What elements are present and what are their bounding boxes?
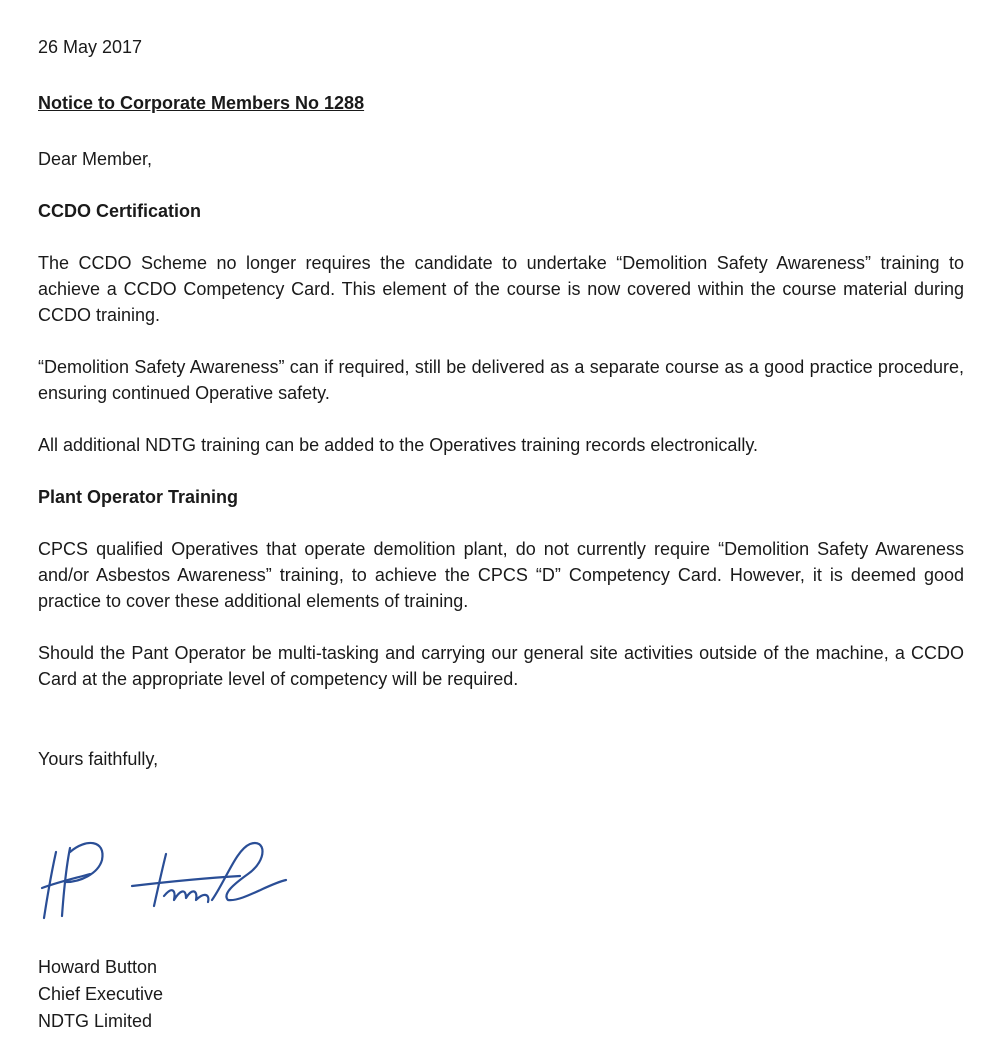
paragraph: Should the Pant Operator be multi-tasking and carrying our general site activities outside of the machine, a CCDO Card at the appropriate level of competency will be required.	[38, 643, 964, 689]
letter-date: 26 May 2017	[38, 37, 143, 57]
paragraph: “Demolition Safety Awareness” can if required, still be delivered as a separate course as a good practice procedure, ensuring continued Operative safety.	[38, 357, 964, 403]
signatory-organisation: NDTG Limited	[38, 1011, 153, 1031]
section-heading-plant: Plant Operator Training	[38, 487, 239, 507]
paragraph: The CCDO Scheme no longer requires the candidate to undertake “Demolition Safety Awareness” training to achieve a CCDO Competency Card. This element of the course is now covered within the course material during CCDO training.	[38, 253, 964, 325]
paragraph: CPCS qualified Operatives that operate demolition plant, do not currently require “Demolition Safety Awareness and/or Asbestos Awareness” training, to achieve the CPCS “D” Competency Card. However, it is deemed good practice to cover these additional elements of training.	[38, 539, 964, 611]
salutation: Dear Member,	[38, 149, 153, 169]
signatory-name: Howard Button	[38, 957, 158, 977]
signatory-block	[38, 954, 163, 1035]
section-heading-ccdo: CCDO Certification	[38, 201, 202, 221]
closing: Yours faithfully,	[38, 749, 159, 769]
notice-title: Notice to Corporate Members No 1288	[38, 93, 365, 113]
paragraph: All additional NDTG training can be added to the Operatives training records electronically.	[38, 435, 759, 455]
handwritten-signature	[36, 830, 296, 930]
signatory-title: Chief Executive	[38, 984, 164, 1004]
letter-body	[38, 34, 964, 772]
